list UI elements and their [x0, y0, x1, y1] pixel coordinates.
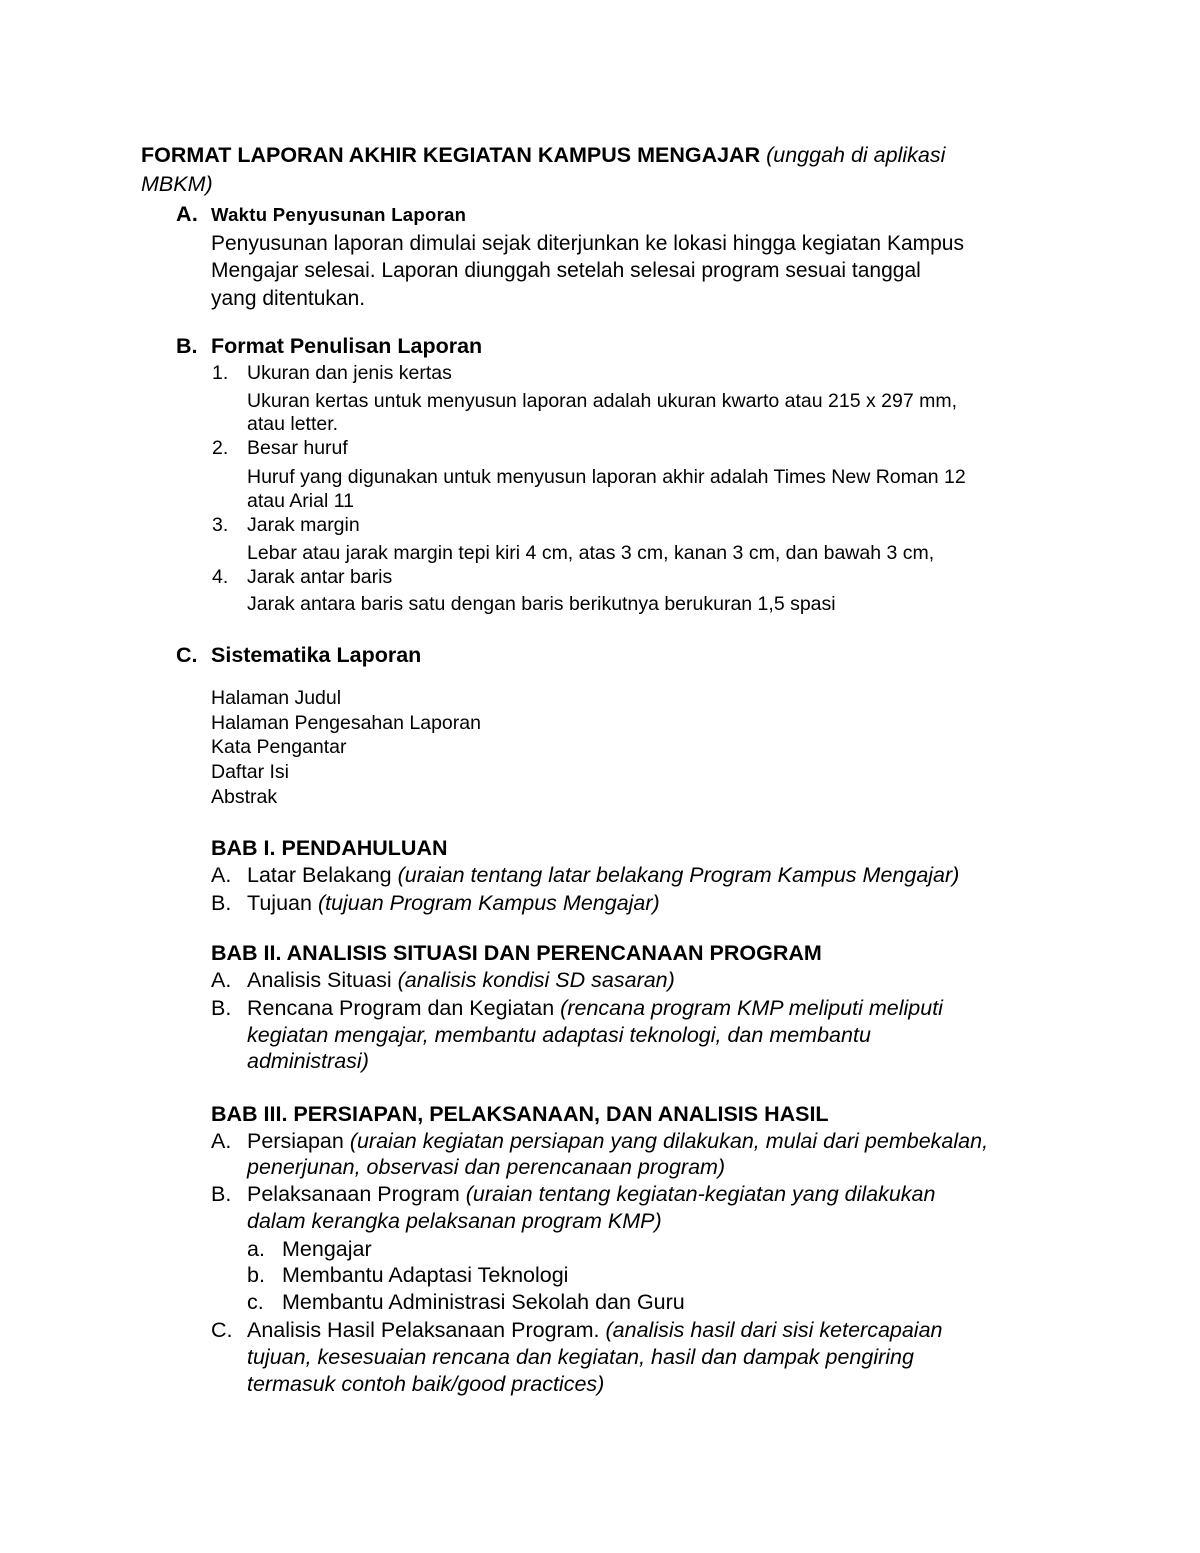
format-item-2-number: 2.: [212, 437, 229, 459]
bab2-item-b-note-cont: kegiatan mengajar, membantu adaptasi teknologi, dan membantu: [247, 1023, 871, 1047]
format-item-1-label: Ukuran dan jenis kertas: [247, 362, 452, 384]
title-note-cont: MBKM): [141, 172, 213, 196]
bab3-item-c-note-cont: termasuk contoh baik/good practices): [247, 1372, 605, 1396]
bab3-item-c-note: (analisis hasil dari sisi ketercapaian: [605, 1318, 943, 1342]
bab3-item-b-text: Pelaksanaan Program: [247, 1182, 460, 1206]
bab2-item-a-marker: A.: [211, 968, 232, 992]
document-title: [141, 142, 945, 169]
format-item-1-number: 1.: [212, 362, 229, 384]
bab1-item-b-note: (tujuan Program Kampus Mengajar): [317, 891, 660, 915]
bab2-heading: BAB II. ANALISIS SITUASI DAN PERENCANAAN PROGRAM: [211, 941, 822, 965]
bab1-item-b-marker: B.: [211, 891, 232, 915]
title-note: (unggah di aplikasi: [766, 143, 946, 167]
section-c-title: Sistematika Laporan: [211, 643, 422, 667]
bab2-item-b-text: Rencana Program dan Kegiatan: [247, 996, 555, 1020]
bab3-item-c-text: Analisis Hasil Pelaksanaan Program.: [247, 1318, 600, 1342]
bab1-item-a-text: Latar Belakang: [247, 863, 392, 887]
bab3-subitem-c-marker: c.: [247, 1290, 264, 1314]
bab2-item-a-text: Analisis Situasi: [247, 968, 392, 992]
bab3-heading: BAB III. PERSIAPAN, PELAKSANAAN, DAN ANALISIS HASIL: [211, 1102, 829, 1126]
bab1-item-b: [247, 890, 660, 917]
front-matter-item: Halaman Judul: [211, 687, 342, 709]
bab2-item-b-marker: B.: [211, 996, 232, 1020]
bab3-item-c-note-cont: tujuan, kesesuaian rencana dan kegiatan, hasil dan dampak pengiring: [247, 1345, 914, 1369]
bab3-item-b-marker: B.: [211, 1182, 232, 1206]
bab1-heading: BAB I. PENDAHULUAN: [211, 836, 448, 860]
bab3-item-a-note-cont: penerjunan, observasi dan perencanaan program): [247, 1155, 726, 1179]
bab3-subitem-b-marker: b.: [247, 1263, 265, 1287]
section-a-heading: [176, 201, 466, 228]
bab1-item-a: [247, 862, 959, 889]
bab2-item-b-note-cont: administrasi): [247, 1049, 369, 1073]
front-matter-item: Abstrak: [211, 786, 278, 808]
bab1-item-a-note: (uraian tentang latar belakang Program Kampus Mengajar): [397, 863, 960, 887]
format-item-1-desc-2: atau letter.: [247, 413, 339, 435]
bab3-subitem-b: Membantu Adaptasi Teknologi: [282, 1263, 569, 1287]
bab1-item-a-marker: A.: [211, 863, 232, 887]
bab2-item-b-note: (rencana program KMP meliputi meliputi: [560, 996, 943, 1020]
section-a-line-1: Penyusunan laporan dimulai sejak diterjunkan ke lokasi hingga kegiatan Kampus: [211, 232, 964, 255]
bab3-item-c: [247, 1317, 943, 1344]
section-b-title: Format Penulisan Laporan: [211, 334, 483, 358]
section-a-line-2: Mengajar selesai. Laporan diunggah setelah selesai program sesuai tanggal: [211, 259, 921, 282]
bab3-item-a-note: (uraian kegiatan persiapan yang dilakukan, mulai dari pembekalan,: [349, 1129, 989, 1153]
bab3-subitem-a-marker: a.: [247, 1237, 265, 1261]
format-item-3-number: 3.: [212, 514, 229, 536]
format-item-4-desc-1: Jarak antara baris satu dengan baris berikutnya berukuran 1,5 spasi: [247, 593, 836, 615]
bab3-subitem-c: Membantu Administrasi Sekolah dan Guru: [282, 1290, 685, 1314]
bab2-item-a: [247, 967, 675, 994]
bab3-item-a-marker: A.: [211, 1129, 232, 1153]
bab3-item-b-note-cont: dalam kerangka pelaksanan program KMP): [247, 1209, 662, 1233]
section-b-heading: [176, 332, 482, 360]
format-item-1-desc-1: Ukuran kertas untuk menyusun laporan adalah ukuran kwarto atau 215 x 297 mm,: [247, 390, 957, 412]
front-matter-item: Kata Pengantar: [211, 736, 347, 758]
bab3-item-b: [247, 1181, 935, 1208]
bab2-item-a-note: (analisis kondisi SD sasaran): [397, 968, 675, 992]
front-matter-item: Daftar Isi: [211, 761, 290, 783]
section-a-marker: A.: [176, 202, 199, 226]
format-item-2-desc-1: Huruf yang digunakan untuk menyusun laporan akhir adalah Times New Roman 12: [247, 466, 966, 488]
format-item-4-number: 4.: [212, 566, 229, 588]
section-a-title: Waktu Penyusunan Laporan: [211, 204, 467, 225]
title-bold: FORMAT LAPORAN AKHIR KEGIATAN KAMPUS MENGAJAR: [141, 143, 761, 167]
front-matter-item: Halaman Pengesahan Laporan: [211, 712, 481, 734]
format-item-3-label: Jarak margin: [247, 514, 360, 536]
format-item-2-desc-2: atau Arial 11: [247, 490, 354, 512]
bab3-item-b-note: (uraian tentang kegiatan-kegiatan yang dilakukan: [465, 1182, 936, 1206]
section-c-heading: [176, 641, 421, 669]
bab2-item-b: [247, 995, 943, 1022]
format-item-4-label: Jarak antar baris: [247, 566, 393, 588]
format-item-3-desc-1: Lebar atau jarak margin tepi kiri 4 cm, atas 3 cm, kanan 3 cm, dan bawah 3 cm,: [247, 542, 935, 564]
format-item-2-label: Besar huruf: [247, 437, 348, 459]
bab3-item-a: [247, 1128, 988, 1155]
section-b-marker: B.: [176, 334, 198, 358]
bab3-item-c-marker: C.: [211, 1318, 233, 1342]
bab3-subitem-a: Mengajar: [282, 1237, 372, 1261]
section-a-line-3: yang ditentukan.: [211, 287, 366, 310]
bab1-item-b-text: Tujuan: [247, 891, 312, 915]
section-c-marker: C.: [176, 643, 198, 667]
bab3-item-a-text: Persiapan: [247, 1129, 344, 1153]
